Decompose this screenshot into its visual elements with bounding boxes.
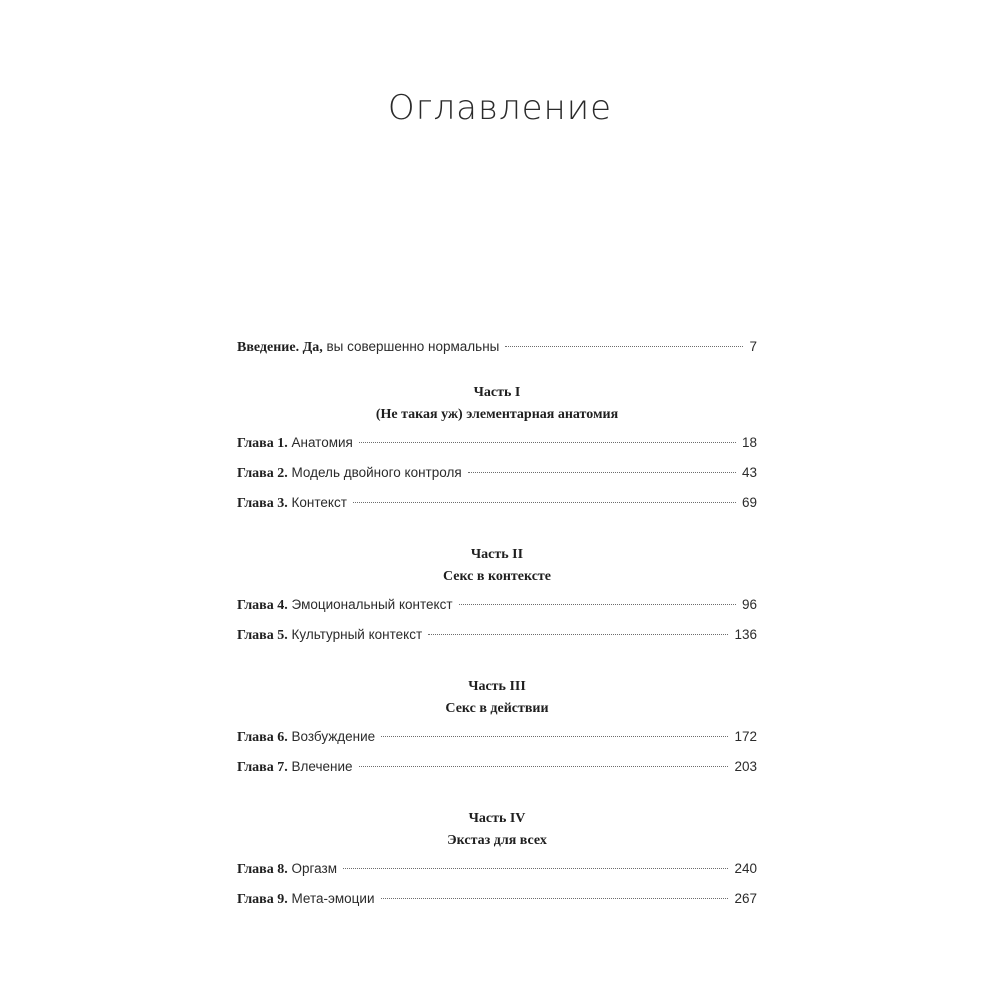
toc-entry-chapter-3[interactable] bbox=[237, 488, 757, 518]
page-title: Оглавление bbox=[387, 88, 613, 128]
entry-label bbox=[237, 332, 499, 363]
dot-leader bbox=[428, 634, 728, 635]
chapter-label: Глава 2. bbox=[237, 466, 288, 481]
part-heading-1 bbox=[237, 382, 757, 426]
dot-leader bbox=[353, 502, 736, 503]
entry-label bbox=[237, 854, 337, 885]
chapter-page-number: 43 bbox=[741, 465, 757, 480]
chapter-label: Глава 5. bbox=[237, 628, 288, 643]
chapter-page-number: 240 bbox=[734, 861, 757, 876]
table-of-contents bbox=[237, 332, 757, 914]
dot-leader bbox=[343, 868, 728, 869]
chapter-title: Контекст bbox=[291, 495, 347, 510]
chapter-title: Культурный контекст bbox=[291, 627, 423, 642]
entry-label bbox=[237, 884, 375, 915]
entry-label bbox=[237, 488, 347, 519]
entry-label bbox=[237, 620, 422, 651]
dot-leader bbox=[359, 442, 736, 443]
toc-entry-chapter-9[interactable] bbox=[237, 884, 757, 914]
part-number: Часть II bbox=[470, 547, 524, 562]
entry-label bbox=[237, 590, 453, 621]
chapter-title: Возбуждение bbox=[291, 729, 376, 744]
chapter-title: Модель двойного контроля bbox=[291, 465, 462, 480]
chapter-page-number: 172 bbox=[734, 729, 757, 744]
part-number: Часть III bbox=[468, 679, 526, 694]
dot-leader bbox=[505, 346, 743, 347]
toc-entry-chapter-1[interactable] bbox=[237, 428, 757, 458]
chapter-title: Эмоциональный контекст bbox=[291, 597, 453, 612]
chapter-title: Анатомия bbox=[291, 435, 353, 450]
dot-leader bbox=[381, 898, 729, 899]
chapter-page-number: 267 bbox=[734, 891, 757, 906]
entry-label bbox=[237, 428, 353, 459]
part-name: Секс в контексте bbox=[442, 569, 552, 584]
chapter-label: Глава 4. bbox=[237, 598, 288, 613]
chapter-title: Оргазм bbox=[291, 861, 337, 876]
chapter-label: Глава 6. bbox=[237, 730, 288, 745]
part-name: Экстаз для всех bbox=[447, 833, 547, 848]
toc-entry-introduction[interactable] bbox=[237, 332, 757, 362]
part-heading-4 bbox=[237, 808, 757, 852]
dot-leader bbox=[381, 736, 728, 737]
chapter-label: Глава 3. bbox=[237, 496, 288, 511]
dot-leader bbox=[459, 604, 736, 605]
chapter-label: Глава 8. bbox=[237, 862, 288, 877]
chapter-page-number: 96 bbox=[741, 597, 757, 612]
toc-entry-chapter-7[interactable] bbox=[237, 752, 757, 782]
part-heading-3 bbox=[237, 676, 757, 720]
chapter-label: Глава 7. bbox=[237, 760, 288, 775]
entry-label bbox=[237, 722, 375, 753]
part-number: Часть IV bbox=[468, 811, 526, 826]
part-name: Секс в действии bbox=[445, 701, 549, 716]
chapter-label: Глава 1. bbox=[237, 436, 288, 451]
chapter-page-number: 136 bbox=[734, 627, 757, 642]
entry-title: вы совершенно нормальны bbox=[326, 339, 500, 354]
chapter-title: Мета-эмоции bbox=[291, 891, 375, 906]
toc-entry-chapter-5[interactable] bbox=[237, 620, 757, 650]
entry-page-number: 7 bbox=[749, 339, 757, 354]
chapter-page-number: 203 bbox=[734, 759, 757, 774]
part-number: Часть I bbox=[473, 385, 521, 400]
entry-bold-label: Введение. Да, bbox=[237, 340, 323, 355]
entry-label bbox=[237, 458, 462, 489]
chapter-title: Влечение bbox=[291, 759, 353, 774]
toc-entry-chapter-6[interactable] bbox=[237, 722, 757, 752]
toc-entry-chapter-2[interactable] bbox=[237, 458, 757, 488]
part-heading-2 bbox=[237, 544, 757, 588]
entry-label bbox=[237, 752, 353, 783]
chapter-page-number: 18 bbox=[741, 435, 757, 450]
dot-leader bbox=[359, 766, 729, 767]
part-name: (Не такая уж) элементарная анатомия bbox=[375, 407, 619, 422]
toc-entry-chapter-8[interactable] bbox=[237, 854, 757, 884]
chapter-page-number: 69 bbox=[741, 495, 757, 510]
dot-leader bbox=[468, 472, 736, 473]
toc-entry-chapter-4[interactable] bbox=[237, 590, 757, 620]
chapter-label: Глава 9. bbox=[237, 892, 288, 907]
